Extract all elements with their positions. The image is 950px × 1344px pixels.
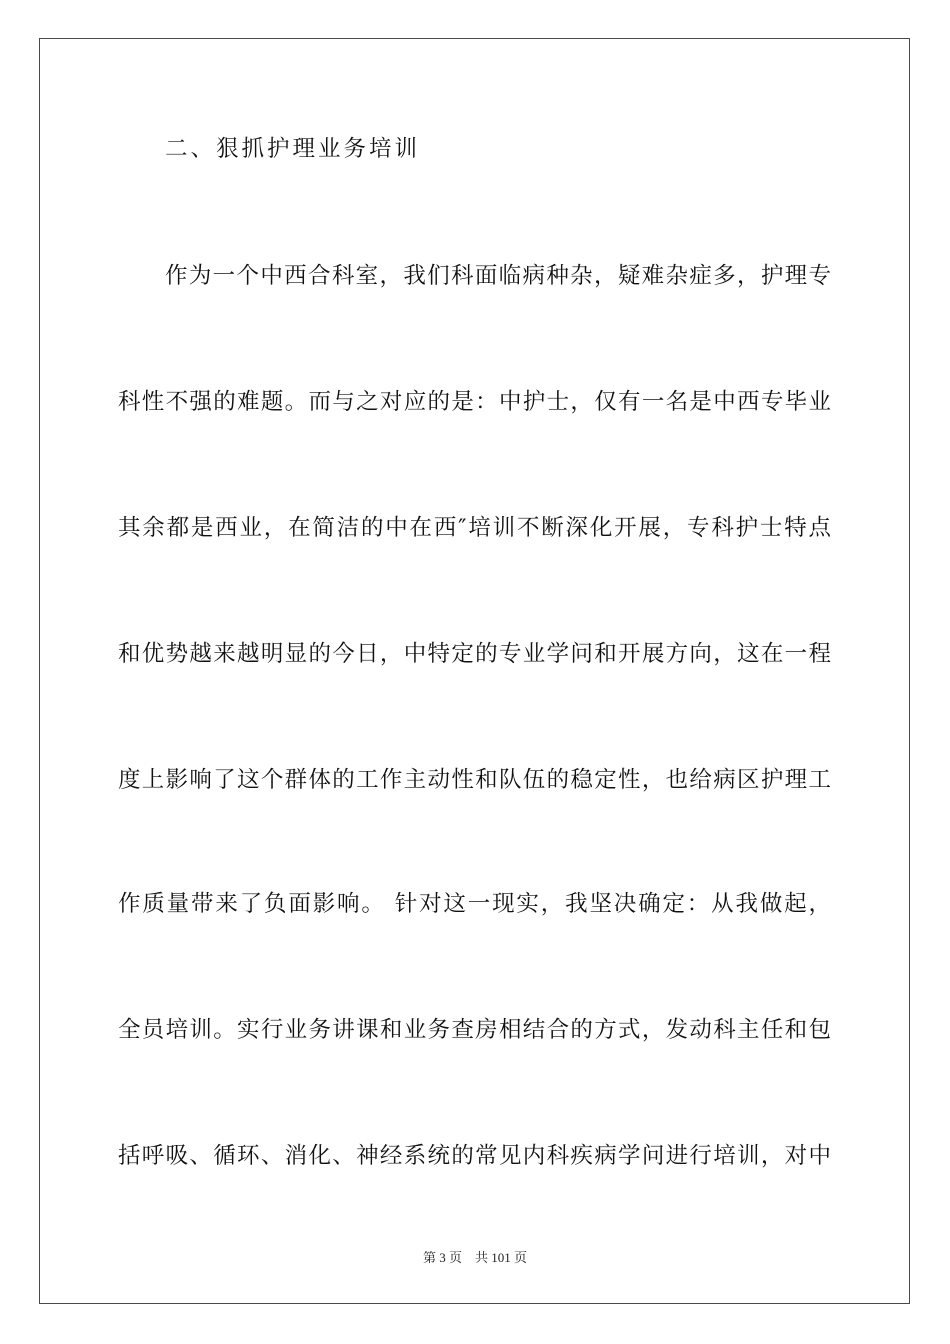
body-line-8: 括呼吸、循环、消化、神经系统的常见内科疾病学问进行培训，对中 — [118, 1143, 832, 1169]
body-line-1: 作为一个中西合科室，我们科面临病种杂，疑难杂症多，护理专 — [165, 263, 832, 289]
section-heading: 二、狠抓护理业务培训 — [165, 136, 421, 162]
body-line-3: 其余都是西业，在简洁的中在西″培训不断深化开展，专科护士特点 — [118, 515, 832, 541]
page-number-footer: 第 3 页 共 101 页 — [422, 1250, 527, 1265]
body-line-5: 度上影响了这个群体的工作主动性和队伍的稳定性，也给病区护理工 — [118, 767, 832, 793]
body-line-4: 和优势越来越明显的今日，中特定的专业学问和开展方向，这在一程 — [118, 641, 832, 667]
body-line-2: 科性不强的难题。而与之对应的是：中护士，仅有一名是中西专毕业 — [118, 389, 832, 415]
body-line-6: 作质量带来了负面影响。 针对这一现实，我坚决确定：从我做起， — [118, 891, 832, 917]
body-line-7: 全员培训。实行业务讲课和业务查房相结合的方式，发动科主任和包 — [118, 1017, 832, 1043]
